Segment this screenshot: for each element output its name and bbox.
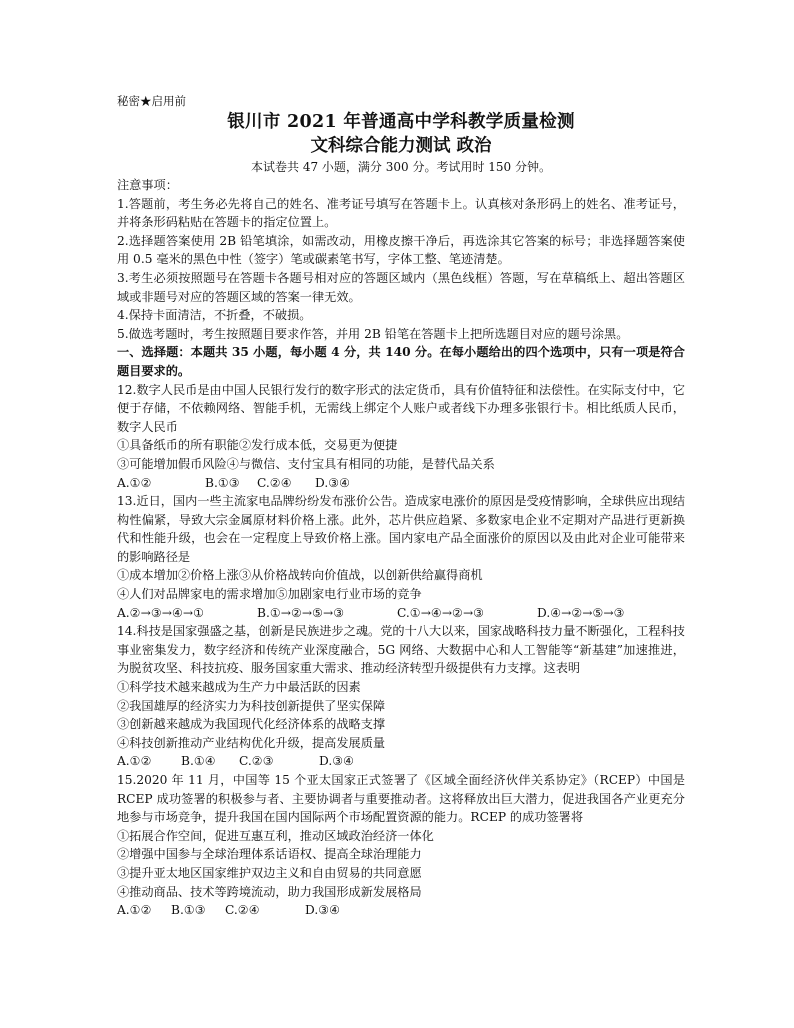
notes-block <box>117 176 685 343</box>
exam-subject-title: 文科综合能力测试 政治 <box>310 136 492 156</box>
option-b[interactable]: B.①③ <box>205 475 240 490</box>
option-d[interactable]: D.③④ <box>315 475 351 490</box>
option-b[interactable]: B.①④ <box>181 754 216 769</box>
exam-title: 银川市 2021 年普通高中学科教学质量检测 <box>227 112 575 132</box>
answer-options <box>117 901 685 920</box>
exam-page <box>117 92 685 920</box>
question-stem: 12.数字人民币是由中国人民银行发行的数字形式的法定货币，具有价值特征和法偿性。在实际支付中，它便于存储，不依赖网络、智能手机，无需线上绑定个人账户或者线下办理多张银行卡。相比纸质人民币，数字人民币 <box>117 382 685 434</box>
option-a[interactable]: A.②→③→④→① <box>117 605 205 620</box>
statement-line: ④科技创新推动产业结构优化升级，提高发展质量 <box>117 735 386 750</box>
section-heading: 一、选择题：本题共 35 小题，每小题 4 分，共 140 分。在每小题给出的四个选项中，只有一项是符合题目要求的。 <box>117 345 685 378</box>
option-a[interactable]: A.①② <box>117 475 152 490</box>
statement-line: ①成本增加②价格上涨③从价格战转向价值战，以创新供给赢得商机 <box>117 568 483 583</box>
statement-line: ③可能增加假币风险④与微信、支付宝具有相同的功能，是替代品关系 <box>117 456 495 471</box>
note-item: 5.做选考题时，考生按照题目要求作答，并用 2B 铅笔在答题卡上把所选题目对应的题号涂黑。 <box>117 326 629 341</box>
statement-line: ③提升亚太地区国家维护双边主义和自由贸易的共同意愿 <box>117 865 422 880</box>
option-b[interactable]: B.①→②→⑤→③ <box>257 605 345 620</box>
option-c[interactable]: C.②③ <box>239 754 274 769</box>
statement-line: ④人们对品牌家电的需求增加⑤加剧家电行业市场的竞争 <box>117 587 422 602</box>
option-d[interactable]: D.③④ <box>319 754 355 769</box>
statement-line: ①拓展合作空间，促进互惠互利，推动区域政治经济一体化 <box>117 828 434 843</box>
option-c[interactable]: C.②④ <box>225 903 260 918</box>
option-a[interactable]: A.①② <box>117 754 152 769</box>
notes-heading: 注意事项： <box>117 178 178 192</box>
question-15 <box>117 771 685 920</box>
note-item: 1.答题前，考生务必先将自己的姓名、准考证号填写在答题卡上。认真核对条形码上的姓名、准考证号，并将条形码粘贴在答题卡的指定位置上。 <box>117 196 685 230</box>
statement-line: ①具备纸币的所有职能②发行成本低，交易更为便捷 <box>117 438 398 453</box>
statement-line: ①科学技术越来越成为生产力中最活跃的因素 <box>117 680 361 695</box>
secret-label: 秘密★启用前 <box>117 94 186 108</box>
option-d[interactable]: D.④→②→⑤→③ <box>537 605 625 620</box>
answer-options <box>117 474 685 493</box>
note-item: 4.保持卡面清洁，不折叠，不破损。 <box>117 308 312 323</box>
statement-line: ④推动商品、技术等跨境流动，助力我国形成新发展格局 <box>117 884 422 899</box>
answer-options <box>117 752 685 771</box>
note-item: 3.考生必须按照题号在答题卡各题号相对应的答题区域内（黑色线框）答题，写在草稿纸上、超出答题区域或非题号对应的答题区域的答案一律无效。 <box>117 270 685 304</box>
statement-line: ②我国雄厚的经济实力为科技创新提供了坚实保障 <box>117 698 386 713</box>
question-14 <box>117 622 685 771</box>
note-item: 2.选择题答案使用 2B 铅笔填涂，如需改动，用橡皮擦干净后，再选涂其它答案的标号；非选择题答案使用 0.5 毫米的黑色中性（签字）笔或碳素笔书写，字体工整、笔迹清楚。 <box>117 233 685 267</box>
question-13 <box>117 492 685 622</box>
answer-options <box>117 604 685 623</box>
question-stem: 15.2020 年 11 月，中国等 15 个亚太国家正式签署了《区域全面经济伙伴关系协定》（RCEP）中国是 RCEP 成功签署的积极参与者、主要协调者与重要推动者。这将释放出巨大潜力，促进我国各产业更充分地参与市场竞争，提升我国在国内国际两个市场配置资源的能力。RCEP 的成功签署将 <box>117 773 685 825</box>
question-stem: 13.近日，国内一些主流家电品牌纷纷发布涨价公告。造成家电涨价的原因是受疫情影响，全球供应出现结构性偏紧，导致大宗金属原材料价格上涨。此外，芯片供应趋紧、多数家电企业不定期对产品进行更新换代和性能升级，也会在一定程度上导致价格上涨。国内家电产品全面涨价的原因以及由此对企业可能带来的影响路径是 <box>117 494 685 564</box>
statement-line: ③创新越来越成为我国现代化经济体系的战略支撑 <box>117 717 386 732</box>
exam-info: 本试卷共 47 小题，满分 300 分。考试用时 150 分钟。 <box>251 160 551 174</box>
option-c[interactable]: C.①→④→②→③ <box>397 605 485 620</box>
option-c[interactable]: C.②④ <box>257 475 292 490</box>
statement-line: ②增强中国参与全球治理体系话语权、提高全球治理能力 <box>117 847 422 862</box>
question-12 <box>117 381 685 493</box>
option-b[interactable]: B.①③ <box>171 903 206 918</box>
question-stem: 14.科技是国家强盛之基，创新是民族进步之魂。党的十八大以来，国家战略科技力量不断强化，工程科技事业密集发力，数字经济和传统产业深度融合，5G 网络、大数据中心和人工智能等“新基建”加速推进，为脱贫攻坚、科技抗疫、服务国家重大需求、推动经济转型升级提供有力支撑。这表明 <box>117 624 685 676</box>
option-a[interactable]: A.①② <box>117 903 152 918</box>
option-d[interactable]: D.③④ <box>305 903 341 918</box>
